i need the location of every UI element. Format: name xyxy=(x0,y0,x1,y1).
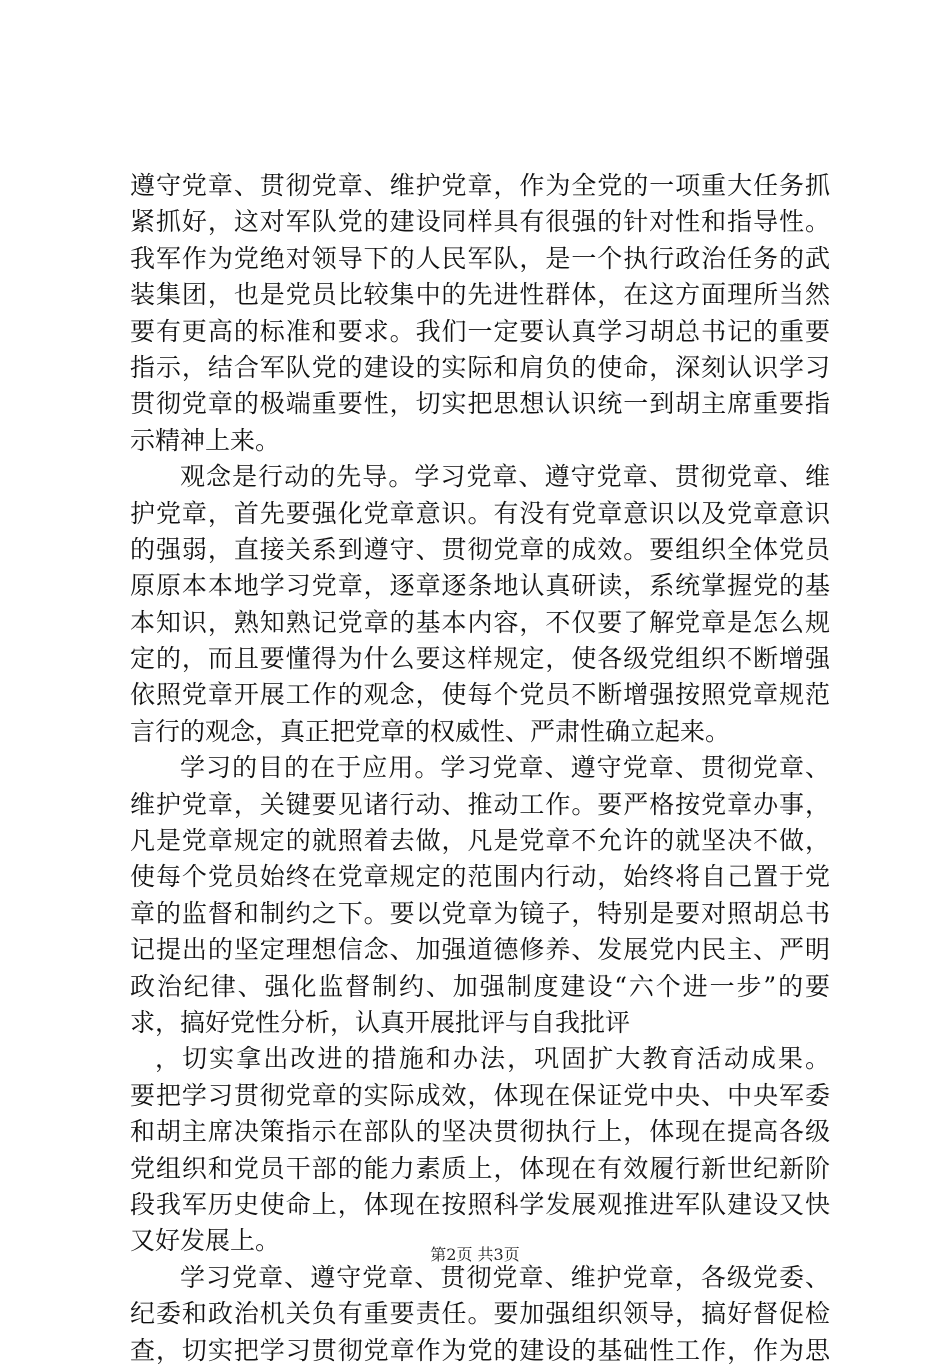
text-line: 的强弱，直接关系到遵守、贯彻党章的成效。要组织全体党员 xyxy=(130,534,830,564)
text-line: 我军作为党绝对领导下的人民军队，是一个执行政治任务的武 xyxy=(130,243,830,273)
paragraph-first-line: 观念是行动的先导。学习党章、遵守党章、贯彻党章、维 xyxy=(180,462,830,492)
text-line: 护党章，首先要强化党章意识。有没有党章意识以及党章意识 xyxy=(130,498,830,528)
document-body xyxy=(130,168,830,1369)
text-line: 定的，而且要懂得为什么要这样规定，使各级党组织不断增强 xyxy=(130,644,830,674)
text-line: 要有更高的标准和要求。我们一定要认真学习胡总书记的重要 xyxy=(130,316,830,346)
text-line: 原原本本地学习党章，逐章逐条地认真研读，系统掌握党的基 xyxy=(130,571,830,601)
text-line: 纪委和政治机关负有重要责任。要加强组织领导，搞好督促检 xyxy=(130,1299,830,1329)
text-line: 紧抓好，这对军队党的建设同样具有很强的针对性和指导性。 xyxy=(130,207,830,237)
paragraph-first-line: 学习党章、遵守党章、贯彻党章、维护党章，各级党委、 xyxy=(180,1262,830,1292)
text-line: 段我军历史使命上，体现在按照科学发展观推进军队建设又快 xyxy=(130,1189,830,1219)
text-line: 又好发展上。 xyxy=(130,1226,281,1256)
page-footer xyxy=(0,1244,950,1266)
text-line: 依照党章开展工作的观念，使每个党员不断增强按照党章规范 xyxy=(130,680,830,710)
text-line: 维护党章，关键要见诸行动、推动工作。要严格按党章办事， xyxy=(130,789,830,819)
text-line: 要把学习贯彻党章的实际成效，体现在保证党中央、中央军委 xyxy=(130,1080,830,1110)
text-line: 使每个党员始终在党章规定的范围内行动，始终将自己置于党 xyxy=(130,862,830,892)
text-line: 贯彻党章的极端重要性，切实把思想认识统一到胡主席重要指 xyxy=(130,389,830,419)
paragraph-first-line: 学习的目的在于应用。学习党章、遵守党章、贯彻党章、 xyxy=(180,753,830,783)
text-line: 指示，结合军队党的建设的实际和肩负的使命，深刻认识学习 xyxy=(130,352,830,382)
text-line: ，切实拿出改进的措施和办法，巩固扩大教育活动成果。 xyxy=(155,1044,830,1074)
text-line: 政治纪律、强化监督制约、加强制度建设“六个进一步”的要 xyxy=(130,971,830,1001)
text-line: 记提出的坚定理想信念、加强道德修养、发展党内民主、严明 xyxy=(130,935,830,965)
text-line: 和胡主席决策指示在部队的坚决贯彻执行上，体现在提高各级 xyxy=(130,1117,830,1147)
page-number-label: 第2页 共3页 xyxy=(430,1245,520,1264)
text-line: 查，切实把学习贯彻党章作为党的建设的基础性工作，作为思 xyxy=(130,1335,830,1365)
text-line: 本知识，熟知熟记党章的基本内容，不仅要了解党章是怎么规 xyxy=(130,607,830,637)
text-line: 遵守党章、贯彻党章、维护党章，作为全党的一项重大任务抓 xyxy=(130,171,830,200)
text-line: 求，搞好党性分析，认真开展批评与自我批评 xyxy=(130,1007,631,1037)
text-line: 装集团，也是党员比较集中的先进性群体，在这方面理所当然 xyxy=(130,280,830,310)
text-line: 凡是党章规定的就照着去做，凡是党章不允许的就坚决不做， xyxy=(130,826,830,856)
text-line: 党组织和党员干部的能力素质上，体现在有效履行新世纪新阶 xyxy=(130,1153,830,1183)
text-line: 言行的观念，真正把党章的权威性、严肃性确立起来。 xyxy=(130,716,731,746)
text-line: 示精神上来。 xyxy=(130,425,281,455)
text-line: 章的监督和制约之下。要以党章为镜子，特别是要对照胡总书 xyxy=(130,898,830,928)
